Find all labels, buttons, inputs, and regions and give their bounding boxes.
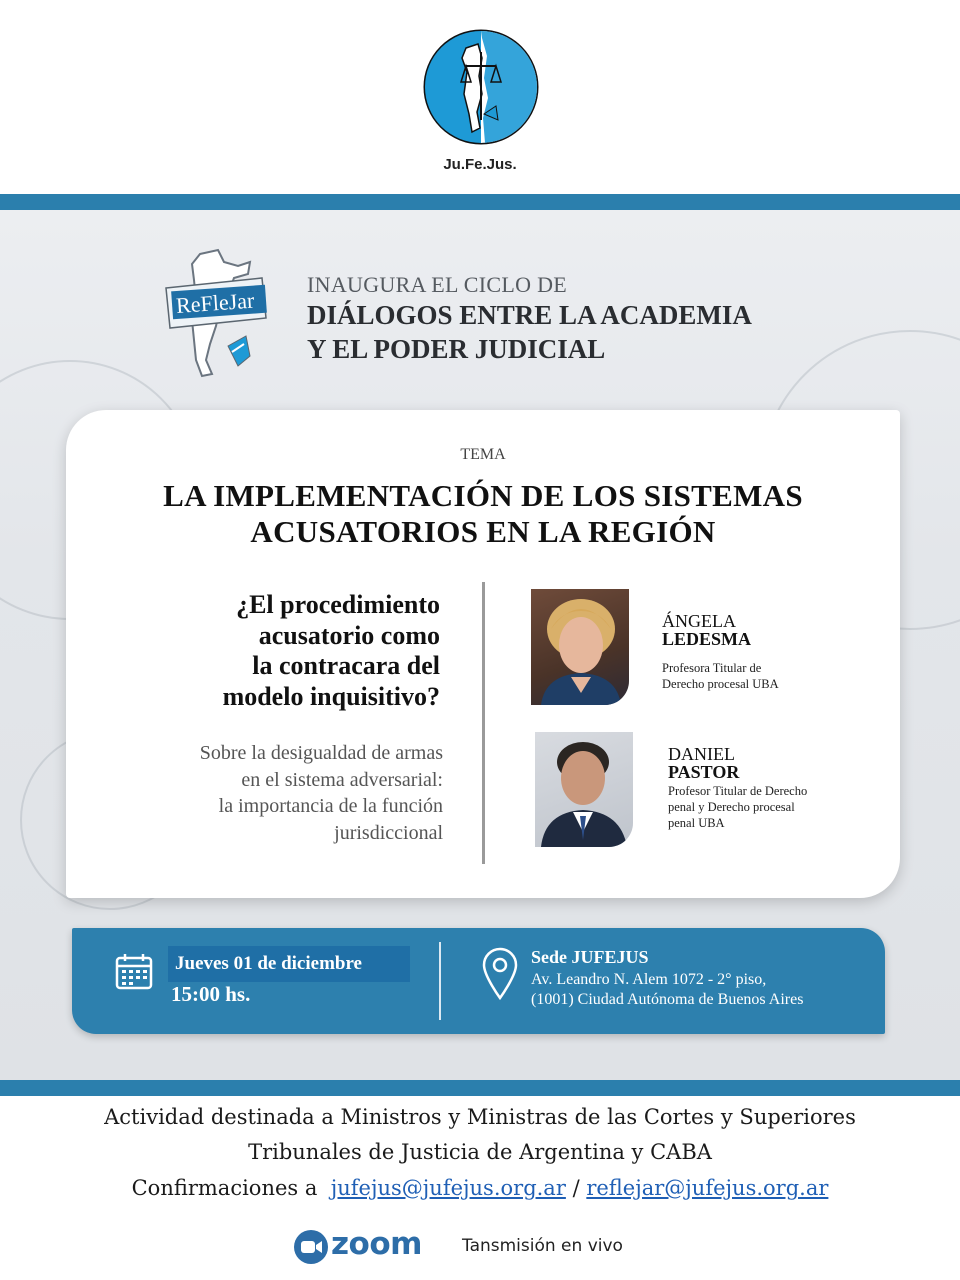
topic-question xyxy=(126,590,440,712)
speaker-role-line: Profesor Titular de Derecho xyxy=(668,784,808,798)
topic-label: TEMA xyxy=(460,446,506,463)
zoom-wordmark: zoom xyxy=(331,1226,422,1262)
program-intro: INAUGURA EL CICLO DE xyxy=(307,272,567,297)
venue-name: Sede JUFEJUS xyxy=(531,947,649,967)
speaker-photo-ledesma xyxy=(531,589,629,705)
topic-subtitle xyxy=(126,740,443,846)
info-divider xyxy=(439,942,441,1020)
confirmation-label: Confirmaciones a xyxy=(131,1176,318,1200)
venue-address-line: (1001) Ciudad Autónoma de Buenos Aires xyxy=(531,991,804,1008)
email-link-reflejar[interactable]: reflejar@jufejus.org.ar xyxy=(586,1176,829,1200)
venue-address-line: Av. Leandro N. Alem 1072 - 2° piso, xyxy=(531,971,767,988)
topic-title xyxy=(66,478,900,550)
speaker-last-name: LEDESMA xyxy=(662,629,752,649)
program-title-line: Y EL PODER JUDICIAL xyxy=(307,334,606,364)
speaker-role-line: Derecho procesal UBA xyxy=(662,677,779,691)
location-pin-icon xyxy=(481,946,519,1000)
event-info-bar xyxy=(72,928,885,1034)
speaker-name-pastor xyxy=(668,745,739,781)
speaker-role-line: Profesora Titular de xyxy=(662,661,762,675)
email-separator: / xyxy=(572,1176,580,1200)
program-title xyxy=(307,298,752,366)
subtitle-line: jurisdiccional xyxy=(334,821,443,844)
event-date: Jueves 01 de diciembre xyxy=(175,953,362,974)
audience-line: Tribunales de Justicia de Argentina y CABA xyxy=(248,1140,712,1164)
topic-title-line: ACUSATORIOS EN LA REGIÓN xyxy=(250,514,716,549)
organizer-logo-label: Ju.Fe.Jus. xyxy=(443,156,517,173)
speaker-name-ledesma xyxy=(662,612,751,648)
speaker-role-line: penal y Derecho procesal xyxy=(668,800,795,814)
zoom-camera-icon xyxy=(293,1229,329,1265)
question-line: acusatorio como xyxy=(258,620,440,650)
jufejus-seal-logo xyxy=(422,28,540,146)
speaker-photo-pastor xyxy=(535,732,633,847)
bottom-blue-band xyxy=(0,1080,960,1096)
speaker-first-name: DANIEL xyxy=(668,744,735,764)
speaker-role-ledesma xyxy=(662,660,779,692)
reflejar-logo xyxy=(162,248,272,378)
speaker-last-name: PASTOR xyxy=(668,762,740,782)
question-line: la contracara del xyxy=(252,651,440,680)
speaker-role-line: penal UBA xyxy=(668,816,725,830)
card-divider xyxy=(482,582,485,864)
topic-card xyxy=(66,410,900,898)
calendar-icon xyxy=(114,952,154,992)
subtitle-line: Sobre la desigualdad de armas xyxy=(199,742,443,764)
email-link-jufejus[interactable]: jufejus@jufejus.org.ar xyxy=(330,1176,566,1200)
event-time: 15:00 hs. xyxy=(171,982,251,1006)
top-blue-band xyxy=(0,194,960,210)
question-line: modelo inquisitivo? xyxy=(222,681,440,711)
broadcast-note: Tansmisión en vivo xyxy=(462,1236,623,1256)
subtitle-line: la importancia de la función xyxy=(218,795,443,817)
organizer-header xyxy=(0,0,960,192)
subtitle-line: en el sistema adversarial: xyxy=(241,768,443,791)
question-line: ¿El procedimiento xyxy=(236,590,440,619)
reflejar-logo-text: ReFleJar xyxy=(175,287,256,318)
topic-title-line: LA IMPLEMENTACIÓN DE LOS SISTEMAS xyxy=(163,478,803,513)
audience-line: Actividad destinada a Ministros y Ministras de las Cortes y Superiores xyxy=(104,1105,856,1129)
speaker-first-name: ÁNGELA xyxy=(662,611,736,631)
speaker-role-pastor xyxy=(668,783,807,831)
program-title-line: DIÁLOGOS ENTRE LA ACADEMIA xyxy=(307,300,752,330)
confirmation-line xyxy=(0,1176,960,1200)
